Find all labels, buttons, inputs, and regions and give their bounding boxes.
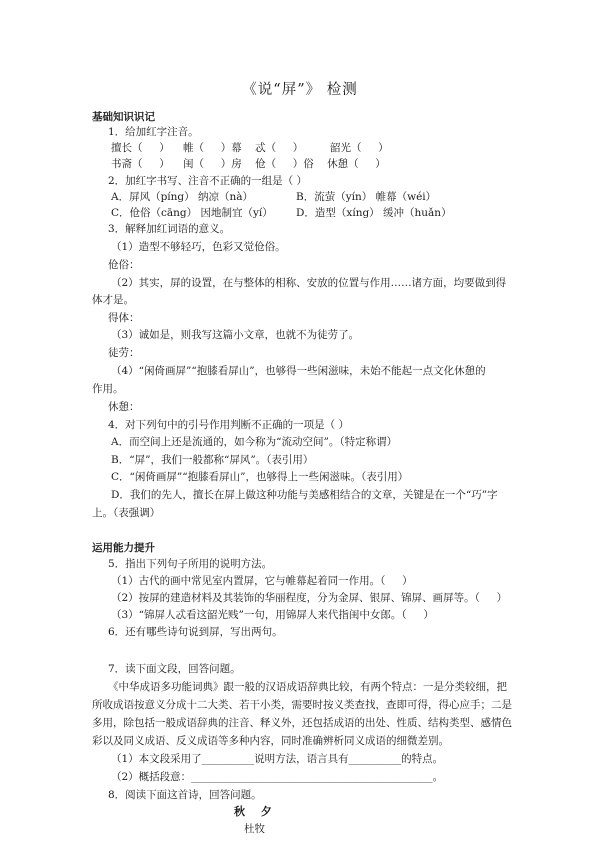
q1-row2: 书斋（ ） 闺（ ）房 伧（ ）俗 休憩（ ）: [111, 158, 386, 170]
q4-option-da: D．我们的先人，擅长在屏上做这种功能与美感相结合的文章，关键是在一个“巧”字: [111, 489, 498, 501]
q7-question-1: （1）本文段采用了__________说明方法，语言具有__________的特点。: [111, 753, 444, 765]
q7-passage-line-2: 所收成语按意义分成十二大类、若干小类，需要时按义类查找，查即可得，得心应手；二是: [92, 699, 512, 711]
page-title: 《说“屏”》 检测: [242, 82, 358, 98]
section-heading-applied: 运用能力提升: [92, 542, 155, 554]
q2-option-a: A．屏风（píng） 纳凉（nà）: [111, 191, 254, 203]
q3-word-3: 徒劳：: [108, 347, 140, 359]
q3-word-4: 休憩：: [108, 401, 140, 413]
q3-word-2: 得体：: [108, 312, 140, 324]
q5-stem: 5．指出下列句子所用的说明方法。: [108, 558, 273, 570]
q4-option-a: A．而空间上还是流通的，如今称为“流动空间”。（特定称谓）: [111, 436, 398, 448]
q7-passage-line-4: 彩以及同义成语、反义成语等多种内容，同时准确辨析同义成语的细微差别。: [92, 735, 449, 747]
q3-sentence-4a: （4）“闲倚画屏”“抱膝看屏山”，也够得一些闲滋味，未始不能起一点文化休憩的: [111, 365, 486, 377]
poem-title: 秋 夕: [234, 805, 278, 818]
q3-word-1: 伧俗：: [108, 259, 140, 271]
section-heading-basic: 基础知识识记: [92, 111, 155, 123]
q1-row1: 擅长（ ） 帷（ ）幕 忒（ ） 韶光（ ）: [111, 142, 389, 154]
q7-question-2: （2）概括段意：______________________________________________。: [111, 771, 444, 783]
q6-stem: 6．还有哪些诗句说到屏，写出两句。: [108, 626, 283, 638]
q4-option-b: B．“屏”，我们一般都称“屏风”。（表引用）: [111, 454, 314, 466]
q4-option-db: 上。（表强调）: [92, 507, 161, 519]
q5-sentence-3: （3）“锦屏人忒看这韶光贱”一句，用锦屏人来代指闺中女郎。（ ）: [111, 609, 434, 621]
q7-stem: 7．读下面文段，回答问题。: [108, 663, 241, 675]
q5-sentence-1: （1）古代的画中常见室内置屏，它与帷幕起着同一作用。（ ）: [111, 575, 413, 587]
q7-passage-line-3: 多用，除包括一般成语辞典的注音、释义外，还包括成语的出处、性质、结构类型、感情色: [92, 717, 512, 729]
q2-option-b: B．流萤（yín） 帷幕（wéi）: [296, 191, 437, 203]
q3-sentence-1: （1）造型不够轻巧，色彩又觉伧俗。: [111, 241, 286, 253]
q2-stem: 2．加红字书写、注音不正确的一组是（ ）: [108, 175, 308, 187]
q1-stem: 1．给加红字注音。: [108, 126, 199, 138]
q3-sentence-2b: 体才是。: [92, 294, 134, 306]
q4-stem: 4．对下列句中的引号作用判断不正确的一项是（ ）: [108, 419, 350, 431]
q2-option-d: D．造型（xíng） 缓冲（huǎn）: [296, 207, 452, 219]
q3-sentence-2a: （2）其实，屏的设置，在与整体的相称、安放的位置与作用……诸方面，均要做到得: [111, 277, 507, 289]
q3-stem: 3．解释加红词语的意义。: [108, 223, 231, 235]
q4-option-c: C．“闲倚画屏”“抱膝看屏山”，也够得上一些闲滋味。（表引用）: [111, 471, 409, 483]
q8-stem: 8．阅读下面这首诗，回答问题。: [108, 789, 262, 801]
q2-option-c: C．伧俗（cāng） 因地制宜（yí）: [111, 207, 273, 219]
q5-sentence-2: （2）按屏的建造材料及其装饰的华丽程度，分为金屏、银屏、锦屏、画屏等。（ ）: [111, 592, 508, 604]
q7-passage-line-1: 《中华成语多功能词典》跟一般的汉语成语辞典比较，有两个特点：一是分类较细，把: [108, 681, 507, 693]
q3-sentence-3: （3）诚如是，则我写这篇小文章，也就不为徒劳了。: [111, 329, 360, 341]
q3-sentence-4b: 作用。: [92, 383, 124, 395]
poem-author: 杜牧: [244, 823, 265, 835]
